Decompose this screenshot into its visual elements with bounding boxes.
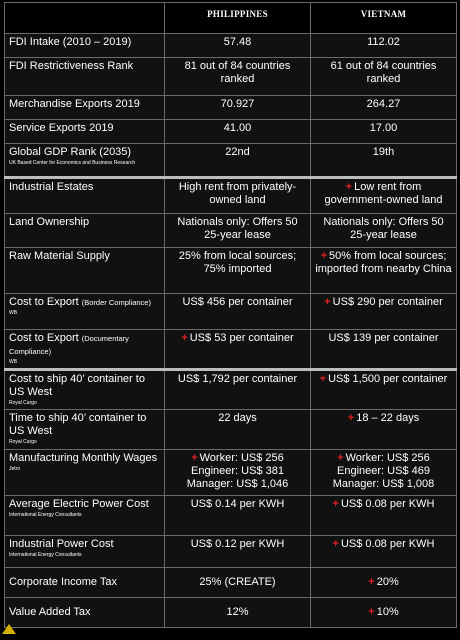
ph-value: 25% from local sources; 75% imported: [165, 248, 311, 294]
ph-value: 22nd: [165, 144, 311, 178]
row-label: Cost to Export: [9, 296, 79, 308]
ph-value: US$ 456 per container: [165, 294, 311, 330]
row-source: International Energy Consultants: [9, 512, 82, 518]
vn-value: US$ 1,500 per container: [328, 373, 448, 385]
advantage-marker: +: [337, 452, 344, 464]
vn-value: US$ 290 per container: [332, 296, 443, 308]
ph-wage-manager: Manager: US$ 1,046: [186, 478, 289, 490]
table-row: [5, 214, 457, 248]
row-label: Corporate Income Tax: [9, 576, 118, 588]
vn-value: 112.02: [311, 34, 457, 58]
row-label: Industrial Estates: [9, 181, 94, 193]
row-label: Value Added Tax: [9, 606, 91, 618]
vn-value: 50% from local sources; imported from nearby China: [315, 250, 452, 275]
comparison-page: [4, 2, 456, 634]
vn-value: US$ 0.08 per KWH: [340, 538, 435, 550]
table-row: [5, 450, 457, 496]
table-row: [5, 34, 457, 58]
advantage-marker: +: [347, 412, 355, 424]
vn-value: Low rent from government-owned land: [324, 181, 443, 206]
table-row: [5, 144, 457, 178]
table-row: [5, 496, 457, 536]
vn-value: 264.27: [311, 96, 457, 120]
vn-value: US$ 0.08 per KWH: [340, 498, 435, 510]
advantage-marker: +: [191, 452, 198, 464]
ph-value: High rent from privately-owned land: [165, 178, 311, 214]
table-row: [5, 536, 457, 568]
row-source: WB: [9, 310, 18, 316]
table-header-row: [5, 3, 457, 34]
table-row: [5, 598, 457, 628]
advantage-marker: +: [319, 373, 327, 385]
row-source: Royal Cargo: [9, 400, 37, 406]
advantage-marker: +: [320, 250, 328, 262]
ph-value: US$ 1,792 per container: [165, 370, 311, 410]
advantage-marker: +: [181, 332, 188, 344]
advantage-marker: +: [324, 296, 331, 308]
vn-value: 17.00: [311, 120, 457, 144]
table-row: [5, 568, 457, 598]
table-row: [5, 410, 457, 450]
table-row: [5, 120, 457, 144]
row-note: (Border Compliance): [81, 298, 151, 307]
row-label: Time to ship 40’ container to US West: [9, 412, 147, 437]
ph-value: 41.00: [165, 120, 311, 144]
row-label: Cost to ship 40’ container to US West: [9, 373, 145, 398]
table-row: [5, 178, 457, 214]
row-label: Cost to Export: [9, 332, 79, 344]
header-vietnam: VIETNAM: [311, 3, 457, 34]
advantage-marker: +: [368, 576, 375, 588]
row-label: Raw Material Supply: [9, 250, 110, 262]
row-label: Manufacturing Monthly Wages: [9, 452, 158, 464]
ph-value: US$ 0.12 per KWH: [165, 536, 311, 568]
row-label: Global GDP Rank (2035): [9, 146, 132, 158]
advantage-marker: +: [368, 606, 375, 618]
row-source: Royal Cargo: [9, 439, 37, 445]
row-source: International Energy Consultants: [9, 552, 82, 558]
ph-value: 22 days: [165, 410, 311, 450]
table-row: [5, 248, 457, 294]
ph-wage-engineer: Engineer: US$ 381: [191, 465, 284, 477]
row-label: Merchandise Exports 2019: [9, 98, 140, 110]
row-label: Industrial Power Cost: [9, 538, 114, 550]
ph-value: 12%: [165, 598, 311, 628]
vn-value: 10%: [376, 606, 399, 618]
comparison-table: [4, 2, 457, 628]
row-label: FDI Restrictiveness Rank: [9, 60, 134, 72]
table-row: [5, 294, 457, 330]
advantage-marker: +: [332, 498, 339, 510]
vn-value: Nationals only: Offers 50 25-year lease: [311, 214, 457, 248]
row-source: UK Based Center for Economics and Business Research: [9, 160, 136, 166]
table-row: [5, 96, 457, 120]
vn-value: US$ 139 per container: [311, 330, 457, 370]
row-source: WB: [9, 359, 18, 365]
vn-value: 20%: [376, 576, 399, 588]
table-row: [5, 330, 457, 370]
header-blank: [5, 3, 165, 34]
vn-value: 61 out of 84 countries ranked: [311, 58, 457, 96]
row-label: FDI Intake (2010 – 2019): [9, 36, 132, 48]
row-source: Jetro: [9, 466, 21, 472]
vn-value: 18 – 22 days: [356, 412, 420, 424]
row-label: Land Ownership: [9, 216, 90, 228]
ph-value: 57.48: [165, 34, 311, 58]
ph-value: US$ 53 per container: [189, 332, 294, 344]
vn-value: 19th: [311, 144, 457, 178]
row-label: Service Exports 2019: [9, 122, 114, 134]
table-row: [5, 370, 457, 410]
row-label: Average Electric Power Cost: [9, 498, 149, 510]
vn-wage-worker: Worker: US$ 256: [345, 452, 430, 464]
table-row: [5, 58, 457, 96]
ph-value: 70.927: [165, 96, 311, 120]
ph-value: Nationals only: Offers 50 25-year lease: [165, 214, 311, 248]
vn-wage-engineer: Engineer: US$ 469: [337, 465, 430, 477]
corner-logo-icon: [2, 624, 16, 634]
vn-wage-manager: Manager: US$ 1,008: [332, 478, 435, 490]
header-philippines: PHILIPPINES: [165, 3, 311, 34]
advantage-marker: +: [345, 181, 353, 193]
ph-value: US$ 0.14 per KWH: [165, 496, 311, 536]
ph-wage-worker: Worker: US$ 256: [199, 452, 284, 464]
row-note: (Documentary Compliance): [9, 334, 129, 356]
ph-value: 25% (CREATE): [165, 568, 311, 598]
advantage-marker: +: [332, 538, 339, 550]
ph-value: 81 out of 84 countries ranked: [165, 58, 311, 96]
